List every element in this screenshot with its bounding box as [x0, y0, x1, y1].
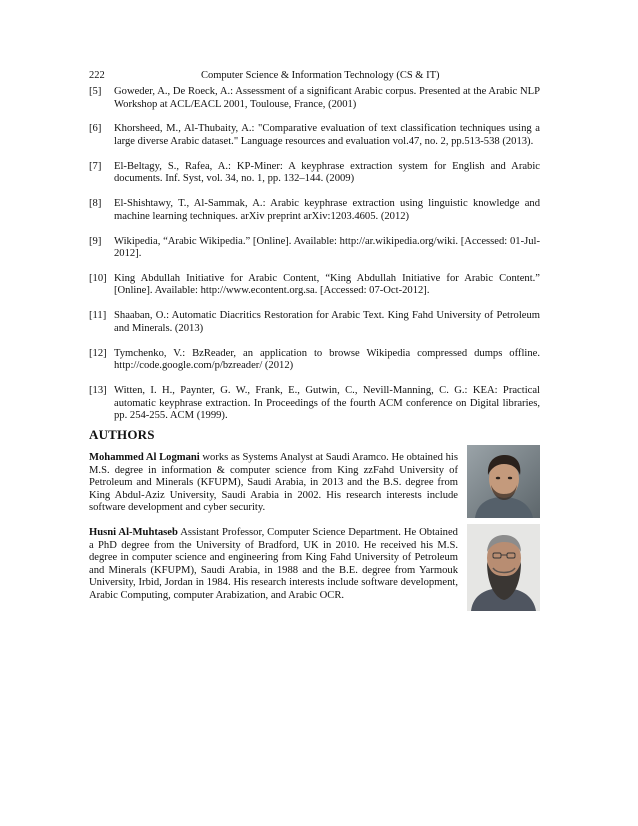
authors-heading: AUTHORS	[89, 427, 155, 442]
reference-number: [6]	[89, 123, 102, 135]
reference-text: Goweder, A., De Roeck, A.: Assessment of a significant Arabic corpus. Presented at the Arabic NLP Workshop at ACL/EACL 2001, Toulouse, France, (2001)	[114, 86, 540, 110]
reference-item-10	[89, 273, 540, 298]
reference-text: El-Beltagy, S., Rafea, A.: KP-Miner: A keyphrase extraction system for English and Arabic documents. Inf. Syst, vol. 34, no. 1, pp. 132–144. (2009)	[114, 160, 540, 185]
reference-text: Shaaban, O.: Automatic Diacritics Restoration for Arabic Text. King Fahd University of Petroleum and Minerals. (2013)	[114, 310, 540, 334]
author-photo-2	[467, 524, 540, 611]
reference-item-9	[89, 236, 540, 261]
reference-item-11	[89, 310, 540, 335]
reference-number: [8]	[89, 198, 102, 210]
author-bio-2	[89, 527, 458, 603]
author-name: Mohammed Al Logmani	[89, 452, 200, 463]
running-title: Computer Science & Information Technology (CS & IT)	[201, 70, 440, 81]
reference-number: [7]	[89, 160, 102, 172]
author-name: Husni Al-Muhtaseb	[89, 527, 178, 538]
reference-item-8	[89, 198, 540, 223]
reference-text: Tymchenko, V.: BzReader, an application to browse Wikipedia compressed dumps offline. http://code.google.com/p/bzreader/ (2012)	[114, 347, 540, 372]
reference-number: [5]	[89, 86, 102, 97]
reference-text: Witten, I. H., Paynter, G. W., Frank, E., Gutwin, C., Nevill-Manning, C. G.: KEA: Practical automatic keyphrase extraction. In Proceedings of the fourth ACM conference on Digital libraries, pp. 254-255. ACM (1999).	[114, 385, 540, 422]
reference-item-12	[89, 348, 540, 373]
reference-number: [12]	[89, 347, 107, 359]
reference-text: El-Shishtawy, T., Al-Sammak, A.: Arabic keyphrase extraction using linguistic knowledge and machine learning techniques. arXiv preprint arXiv:1203.4605. (2012)	[114, 198, 540, 222]
reference-number: [11]	[89, 310, 107, 322]
reference-number: [9]	[89, 235, 102, 247]
reference-number: [13]	[89, 385, 107, 396]
reference-item-5	[89, 86, 540, 111]
author-photo-1	[467, 445, 540, 518]
reference-text: King Abdullah Initiative for Arabic Content, “King Abdullah Initiative for Arabic Content.” [Online]. Available: http://www.econtent.org.sa. [Accessed: 07-Oct-2012].	[114, 272, 540, 297]
author-bio-1	[89, 452, 458, 515]
reference-item-7	[89, 161, 540, 186]
reference-number: [10]	[89, 272, 107, 284]
author-bio-text: works as Systems Analyst at Saudi Aramco. He obtained his M.S. degree in information & computer science from King zzFahd University of Petroleum and Minerals (KFUPM), Saudi Arabia, in 2013 and the B.S. degree from King Abdul-Aziz University, Saudi Arabia in 2002. His research interests include software development and cyber security.	[89, 452, 458, 514]
reference-list	[89, 86, 540, 435]
reference-text: Wikipedia, “Arabic Wikipedia.” [Online]. Available: http://ar.wikipedia.org/wiki. [Accessed: 01-Jul-2012].	[114, 235, 540, 260]
author-bio-text: Assistant Professor, Computer Science Department. He Obtained a PhD degree from the University of Bradford, UK in 2010. He received his M.S. degree in computer science and engineering from King Fahd University of Petroleum and Minerals (KFUPM), Saudi Arabia, in 1988 and the B.E. degree from Yarmouk University, Irbid, Jordan in 1984. His research interests include software development, Arabic Computing, computer Arabization, and Arabic OCR.	[89, 527, 458, 601]
reference-item-6	[89, 123, 540, 148]
page-number: 222	[89, 70, 105, 81]
reference-item-13	[89, 385, 540, 423]
reference-text: Khorsheed, M., Al-Thubaity, A.: "Comparative evaluation of text classification techniques using a large diverse Arabic dataset." Language resources and evaluation vol.47, no. 2, pp.513-538 (2013).	[114, 123, 540, 147]
